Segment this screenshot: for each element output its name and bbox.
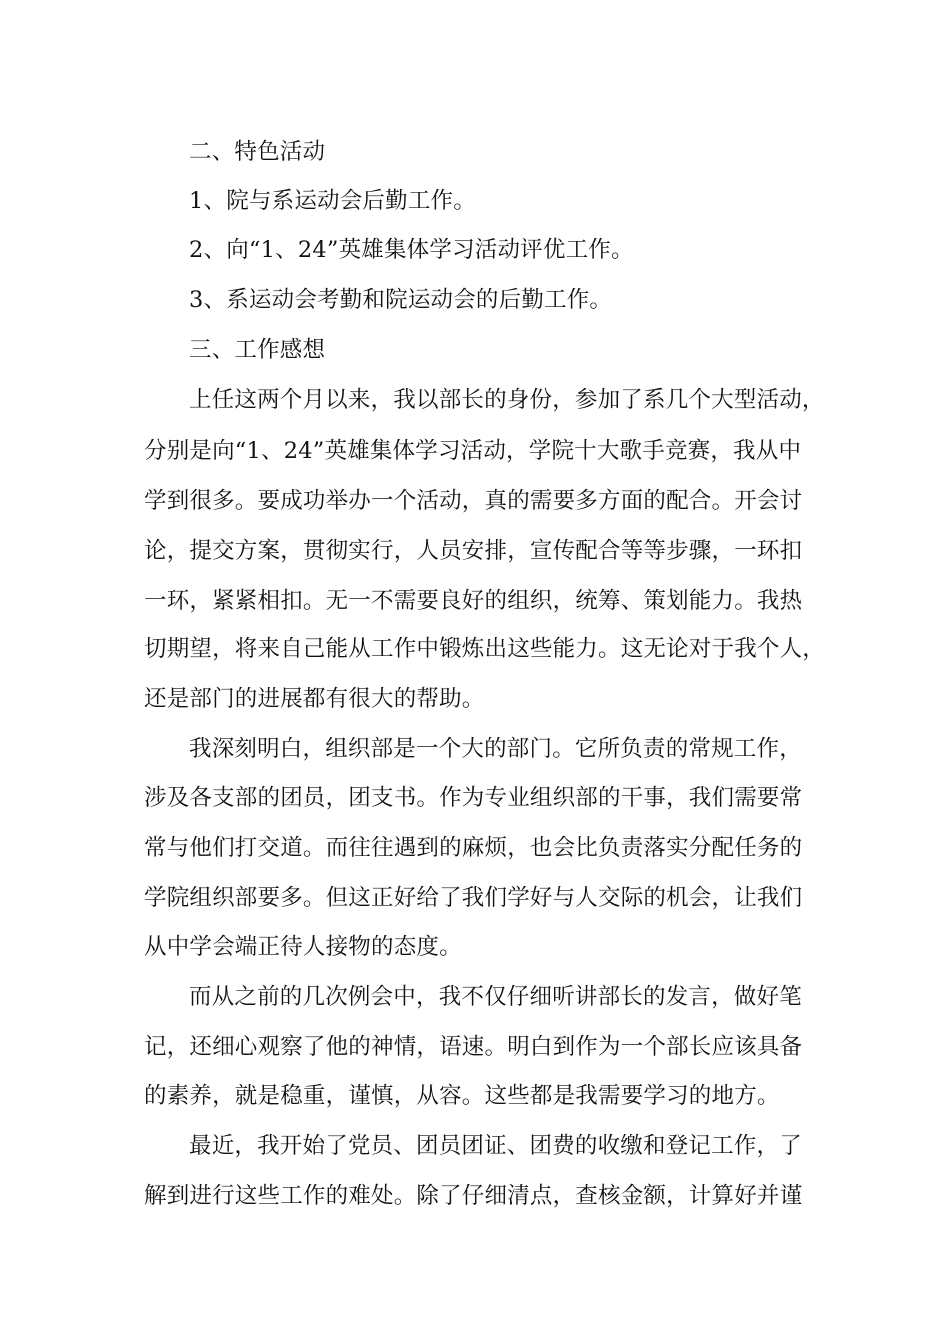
paragraph-line: 切期望，将来自己能从工作中锻炼出这些能力。这无论对于我个人， bbox=[144, 636, 826, 662]
paragraph-line: 学院组织部要多。但这正好给了我们学好与人交际的机会，让我们 bbox=[144, 885, 803, 911]
paragraph-line: 记，还细心观察了他的神情，语速。明白到作为一个部长应该具备 bbox=[144, 1034, 803, 1060]
paragraph-line: 一环，紧紧相扣。无一不需要良好的组织，统筹、策划能力。我热 bbox=[144, 588, 803, 614]
paragraph-line: 论，提交方案，贯彻实行，人员安排，宣传配合等等步骤，一环扣 bbox=[144, 538, 803, 564]
section-heading: 二、特色活动 bbox=[189, 139, 326, 165]
paragraph-line: 还是部门的进展都有很大的帮助。 bbox=[144, 686, 485, 712]
paragraph-line: 解到进行这些工作的难处。除了仔细清点，查核金额，计算好并谨 bbox=[144, 1183, 803, 1209]
paragraph-line: 最近，我开始了党员、团员团证、团费的收缴和登记工作，了 bbox=[189, 1133, 802, 1159]
paragraph-line: 上任这两个月以来，我以部长的身份，参加了系几个大型活动， bbox=[189, 387, 825, 413]
section-heading: 三、工作感想 bbox=[189, 337, 326, 363]
list-item: 1、院与系运动会后勤工作。 bbox=[189, 188, 476, 214]
paragraph-line: 我深刻明白，组织部是一个大的部门。它所负责的常规工作， bbox=[189, 736, 802, 762]
paragraph-line: 学到很多。要成功举办一个活动，真的需要多方面的配合。开会讨 bbox=[144, 488, 803, 514]
paragraph-line: 而从之前的几次例会中，我不仅仔细听讲部长的发言，做好笔 bbox=[189, 984, 802, 1010]
paragraph-line: 常与他们打交道。而往往遇到的麻烦，也会比负责落实分配任务的 bbox=[144, 835, 803, 861]
paragraph-line: 的素养，就是稳重，谨慎，从容。这些都是我需要学习的地方。 bbox=[144, 1083, 780, 1109]
paragraph-line: 涉及各支部的团员，团支书。作为专业组织部的干事，我们需要常 bbox=[144, 785, 803, 811]
list-item: 2、向“1、24”英雄集体学习活动评优工作。 bbox=[189, 237, 634, 263]
paragraph-line: 分别是向“1、24”英雄集体学习活动，学院十大歌手竞赛，我从中 bbox=[144, 438, 802, 464]
paragraph-line: 从中学会端正待人接物的态度。 bbox=[144, 934, 462, 960]
list-item: 3、系运动会考勤和院运动会的后勤工作。 bbox=[189, 287, 613, 313]
